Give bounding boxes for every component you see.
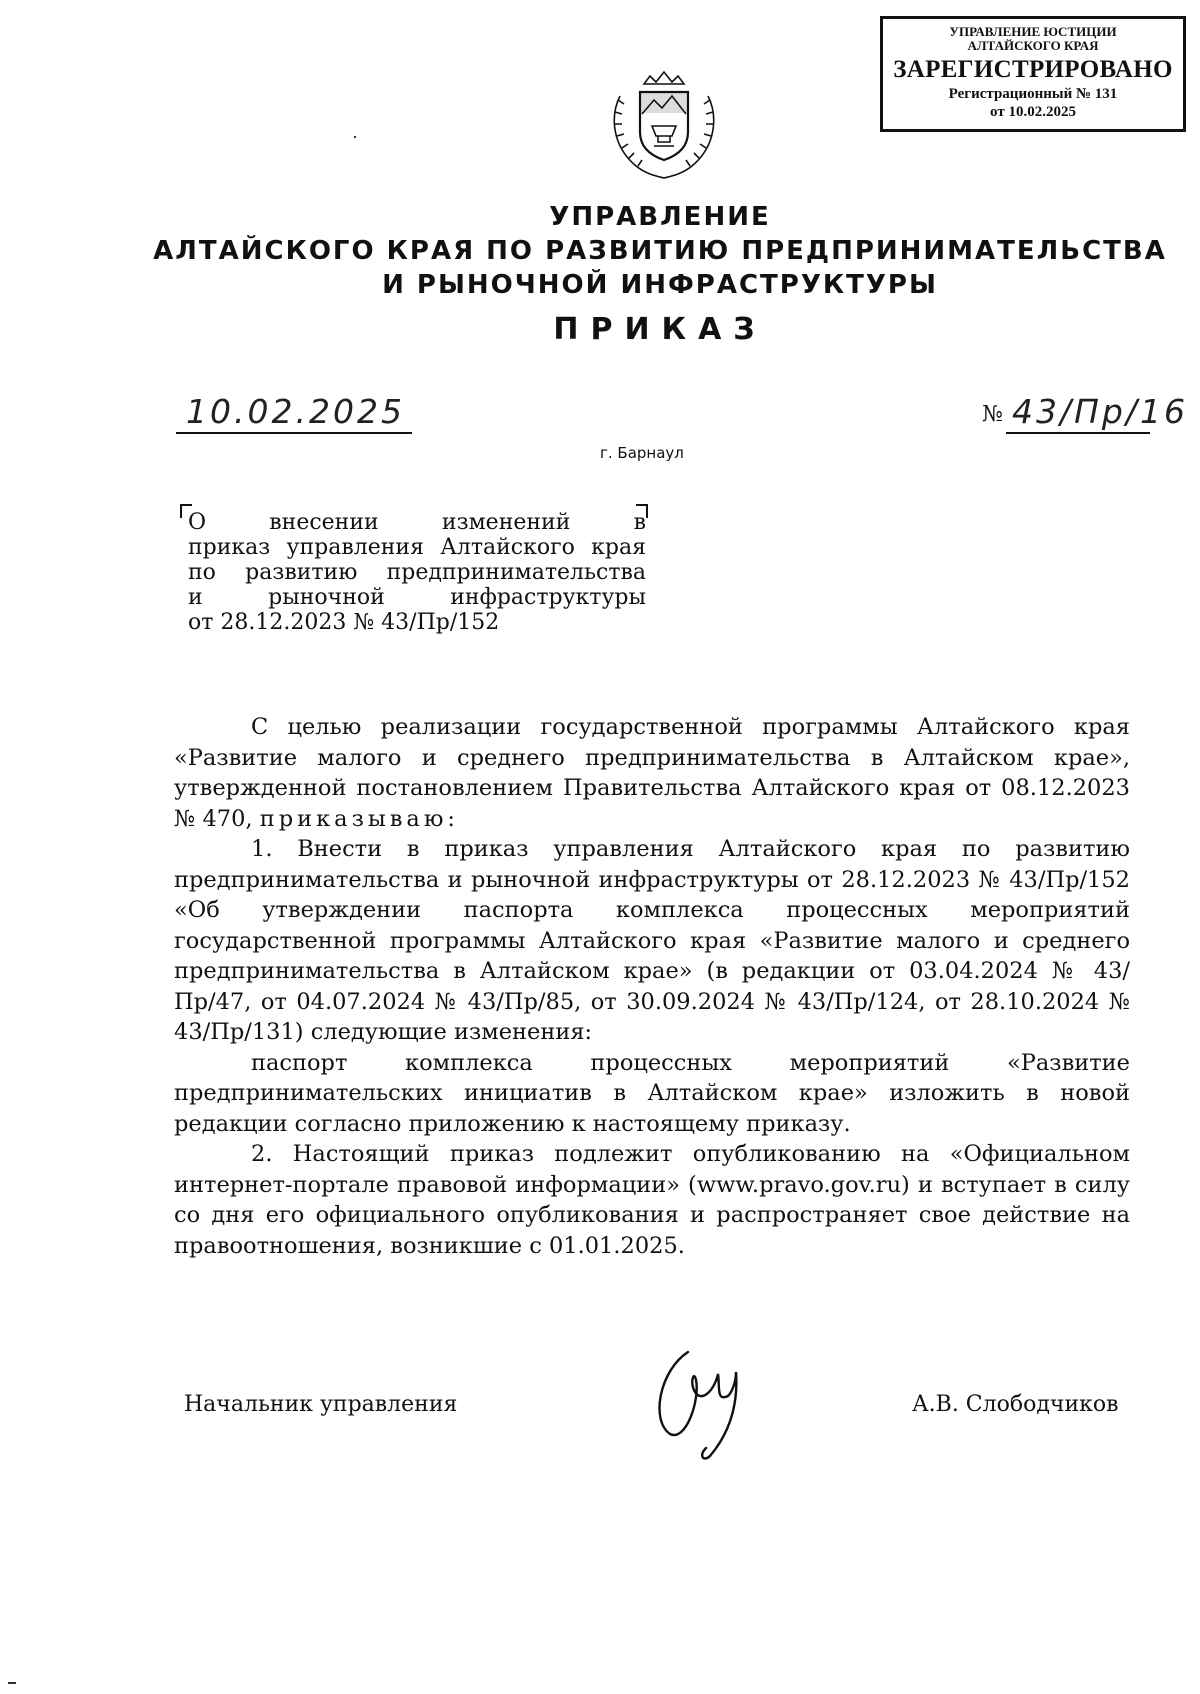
scan-mark — [8, 1682, 16, 1684]
signatory-position: Начальник управления — [184, 1392, 458, 1417]
order-body — [174, 712, 1130, 1261]
item-2: 2. Настоящий приказ подлежит опубликованию на «Официальном интернет-портале правовой информации» (www.pravo.gov.ru) и вступает в силу со дня его официального опубликования и распространяет свое действие на правоотношения, возникшие с 01.01.2025. — [174, 1141, 1130, 1259]
registration-stamp — [880, 16, 1186, 132]
stamp-reg-number: Регистрационный № 131 — [948, 86, 1118, 102]
stamp-status: ЗАРЕГИСТРИРОВАНО — [893, 56, 1173, 83]
document-type-title: ПРИКАЗ — [553, 312, 767, 347]
intro-paragraph — [174, 712, 1130, 834]
item-1: 1. Внести в приказ управления Алтайского края по развитию предпринимательства и рыночной инфраструктуры от 28.12.2023 № 43/Пр/152 «Об утверждении паспорта комплекса процессных мероприятий государственной программы Алтайского края «Развитие малого и среднего предпринимательства в Алтайском крае» (в редакции от 03.04.2024 № 43/Пр/47, от 04.07.2024 № 43/Пр/85, от 30.09.2024 № 43/Пр/124, от 28.10.2024 № 43/Пр/131) следующие изменения: — [174, 836, 1130, 1045]
intro-text: С целью реализации государственной программы Алтайского края «Развитие малого и среднего предпринимательства в Алтайском крае», утвержденной постановлением Правительства Алтайского края от 08.12.2023 № 470, — [174, 714, 1130, 832]
number-underline — [1006, 432, 1150, 434]
subject-line: и рыночной инфраструктуры — [188, 585, 646, 610]
subject-line: по развитию предпринимательства — [188, 560, 646, 585]
header-line3: И РЫНОЧНОЙ ИНФРАСТРУКТУРЫ — [382, 270, 938, 300]
coat-of-arms-icon — [600, 56, 728, 184]
signatory-name: А.В. Слободчиков — [912, 1392, 1119, 1417]
header-line1: УПРАВЛЕНИЕ — [549, 202, 771, 232]
city: г. Барнаул — [600, 444, 684, 462]
organization-header — [120, 200, 1200, 302]
stamp-line1: УПРАВЛЕНИЕ ЮСТИЦИИ — [949, 24, 1117, 39]
number-prefix: № — [982, 402, 1003, 427]
header-line2: АЛТАЙСКОГО КРАЯ ПО РАЗВИТИЮ ПРЕДПРИНИМАТЕЛЬСТВА — [153, 236, 1167, 266]
handwritten-number: 43/Пр/16 — [1012, 392, 1188, 431]
order-subject — [188, 510, 646, 635]
date-underline — [176, 432, 412, 434]
handwritten-date: 10.02.2025 — [186, 392, 405, 431]
stamp-reg-date: от 10.02.2025 — [990, 104, 1076, 120]
subject-line: приказ управления Алтайского края — [188, 535, 646, 560]
scan-dot — [354, 136, 356, 138]
item-1-sub: паспорт комплекса процессных мероприятий «Развитие предпринимательских инициатив в Алтайском крае» изложить в новой редакции согласно приложению к настоящему приказу. — [174, 1049, 1130, 1137]
handwritten-signature-icon — [640, 1330, 780, 1470]
subject-line: О внесении изменений в — [188, 510, 646, 535]
stamp-line2: АЛТАЙСКОГО КРАЯ — [967, 38, 1099, 53]
subject-line: от 28.12.2023 № 43/Пр/152 — [188, 610, 500, 635]
intro-verb: приказываю: — [259, 805, 460, 832]
